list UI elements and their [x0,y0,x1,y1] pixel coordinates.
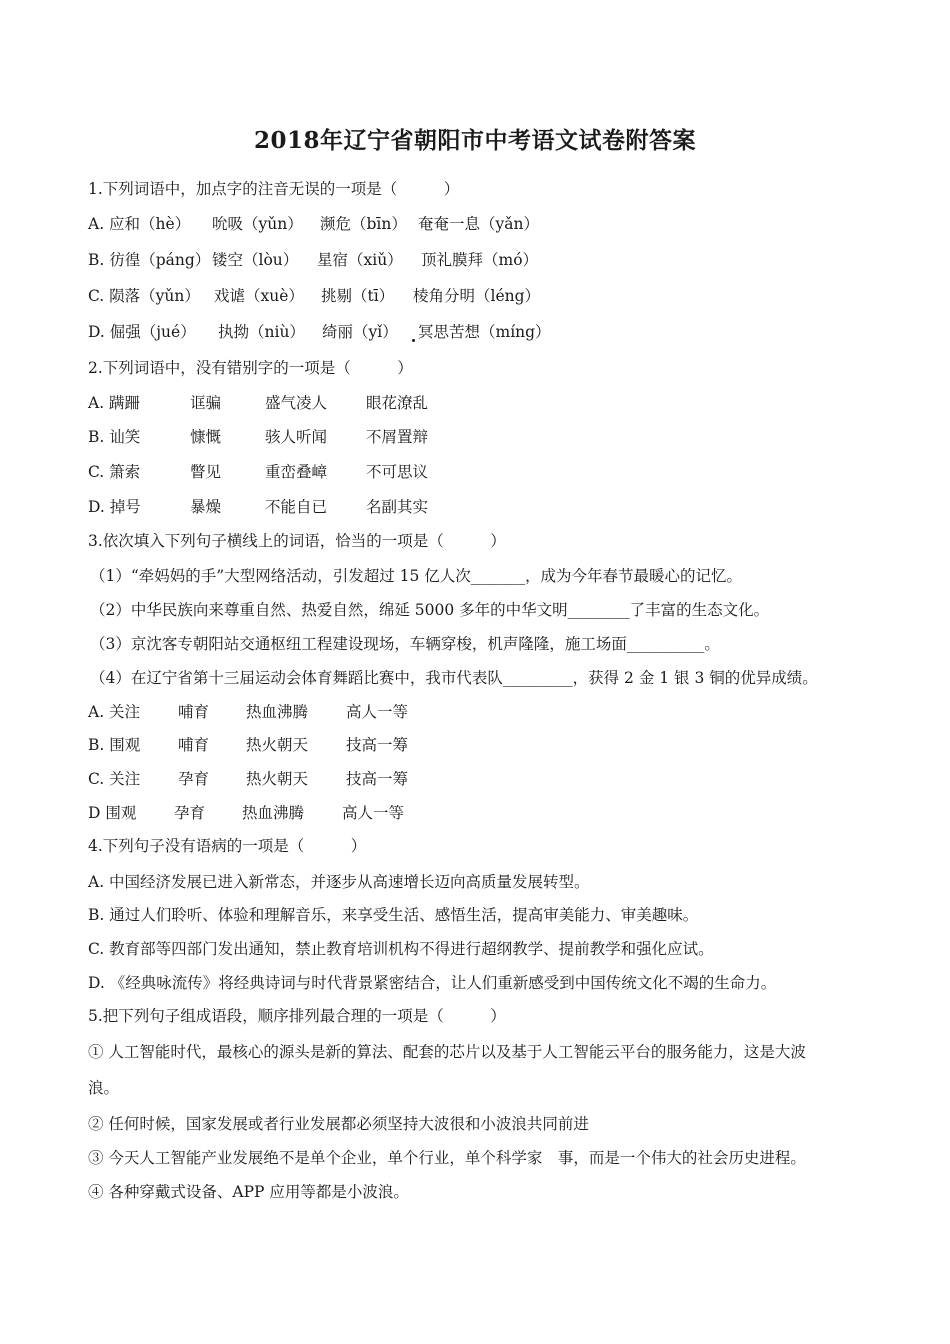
option-term: 哺育 [178,736,210,754]
option-term: C. 箫索 [88,463,141,481]
option-term: 绮丽（yǐ） [322,323,398,341]
option-term: 技高一筹 [346,770,409,788]
page-title: 2018年辽宁省朝阳市中考语文试卷附答案 [253,127,696,154]
question-4-option-b: B. 通过人们聆听、体验和理解音乐，来享受生活、感悟生活，提高审美能力、审美趣味。 [88,906,699,924]
option-term: 不可思议 [366,463,429,481]
option-term: 技高一筹 [346,736,409,754]
option-term: 顶礼膜拜（mó） [421,251,539,269]
option-term: 高人一等 [342,804,405,822]
question-5-item-2: ② 任何时候，国家发展或者行业发展都必须坚持大波很和小波浪共同前进 [88,1115,589,1133]
question-3-sentence-4: （4）在辽宁省第十三届运动会体育舞蹈比赛中，我市代表队_________，获得 2 金 1 银 3 铜的优异成绩。 [90,669,818,687]
question-4-option-c: C. 教育部等四部门发出通知，禁止教育培训机构不得进行超纲教学、提前教学和强化应试。 [88,940,714,958]
option-term: 星宿（xiǔ） [317,251,403,269]
option-term: B. 讪笑 [88,428,141,446]
option-term: 瞥见 [190,463,222,481]
option-term: B. 彷徨（páng） [88,251,211,269]
option-term: A. 应和（hè） [88,215,191,233]
option-term: 挑剔（tī） [321,287,395,305]
question-3-sentence-2: （2）中华民族向来尊重自然、热爱自然，绵延 5000 多年的中华文明________了丰富的生态文化。 [90,601,770,619]
question-3-option-b [88,735,408,755]
option-term: 高人一等 [346,703,409,721]
question-3-option-d [88,803,404,823]
question-1-stem: 1.下列词语中，加点字的注音无误的一项是（ ） [88,180,460,198]
question-5-item-4: ④ 各种穿戴式设备、APP 应用等都是小波浪。 [88,1183,409,1201]
option-term: 哺育 [178,703,210,721]
question-2-option-a [88,393,428,413]
question-1-option-d [88,322,551,342]
question-2-option-b [88,427,428,447]
option-term: 热火朝天 [246,736,309,754]
option-term: D. 倔强（jué） [88,323,196,341]
option-term: 奄奄一息（yǎn） [418,215,539,233]
question-3-sentence-3: （3）京沈客专朝阳站交通枢纽工程建设现场，车辆穿梭，机声隆隆，施工场面__________。 [90,635,720,653]
question-2-option-d [88,497,428,517]
option-term: 戏谑（xuè） [214,287,304,305]
question-1-option-b [88,250,538,270]
question-4-option-d: D. 《经典咏流传》将经典诗词与时代背景紧密结合，让人们重新感受到中国传统文化不竭的生命力。 [88,974,777,992]
option-term: 重峦叠嶂 [265,463,328,481]
option-term: 吮吸（yǔn） [212,215,303,233]
option-term: 不能自已 [265,498,328,516]
option-term: 名副其实 [366,498,429,516]
question-3-sentence-1: （1）“牵妈妈的手”大型网络活动，引发超过 15 亿人次_______，成为今年春节最暖心的记忆。 [90,567,743,585]
question-2-option-c [88,462,428,482]
option-term: 热火朝天 [246,770,309,788]
option-term: 孕育 [174,804,206,822]
option-term: A. 关注 [88,703,141,721]
question-5-item-1: ① 人工智能时代，最核心的源头是新的算法、配套的芯片以及基于人工智能云平台的服务能力，这是大波 [88,1043,806,1061]
question-2-stem: 2.下列词语中，没有错别字的一项是（ ） [88,359,413,377]
option-term: 镂空（lòu） [212,251,299,269]
option-term: 暴燥 [190,498,222,516]
question-3-option-a [88,702,408,722]
option-term: C. 陨落（yǔn） [88,287,200,305]
option-term: 慷慨 [190,428,222,446]
option-term: 盛气凌人 [265,394,328,412]
option-term: 热血沸腾 [242,804,305,822]
option-term: D. 掉号 [88,498,141,516]
option-term: 濒危（bīn） [320,215,407,233]
option-term: A. 蹒跚 [88,394,141,412]
option-term: D 围观 [88,804,137,822]
question-4-option-a: A. 中国经济发展已进入新常态，并逐步从高速增长迈向高质量发展转型。 [88,873,590,891]
emphasis-dot [412,339,415,342]
option-term: 执拗（niù） [218,323,305,341]
option-term: 诓骗 [190,394,222,412]
option-term: 热血沸腾 [246,703,309,721]
option-term: 骇人听闻 [265,428,328,446]
option-term: 不屑置辩 [366,428,429,446]
question-5-item-1-cont: 浪。 [88,1079,120,1097]
question-1-option-a [88,214,539,234]
option-term: B. 围观 [88,736,141,754]
question-3-option-c [88,769,408,789]
option-term: 眼花潦乱 [366,394,429,412]
question-4-stem: 4.下列句子没有语病的一项是（ ） [88,837,367,855]
question-3-stem: 3.依次填入下列句子横线上的词语，恰当的一项是（ ） [88,532,506,550]
option-term: C. 关注 [88,770,141,788]
option-term: 孕育 [178,770,210,788]
question-5-stem: 5.把下列句子组成语段，顺序排列最合理的一项是（ ） [88,1007,506,1025]
option-term: 棱角分明（léng） [413,287,541,305]
option-term: 冥思苦想（míng） [418,323,551,341]
question-5-item-3: ③ 今天人工智能产业发展绝不是单个企业，单个行业，单个科学家 事，而是一个伟大的社会历史进程。 [88,1149,806,1167]
question-1-option-c [88,286,540,306]
